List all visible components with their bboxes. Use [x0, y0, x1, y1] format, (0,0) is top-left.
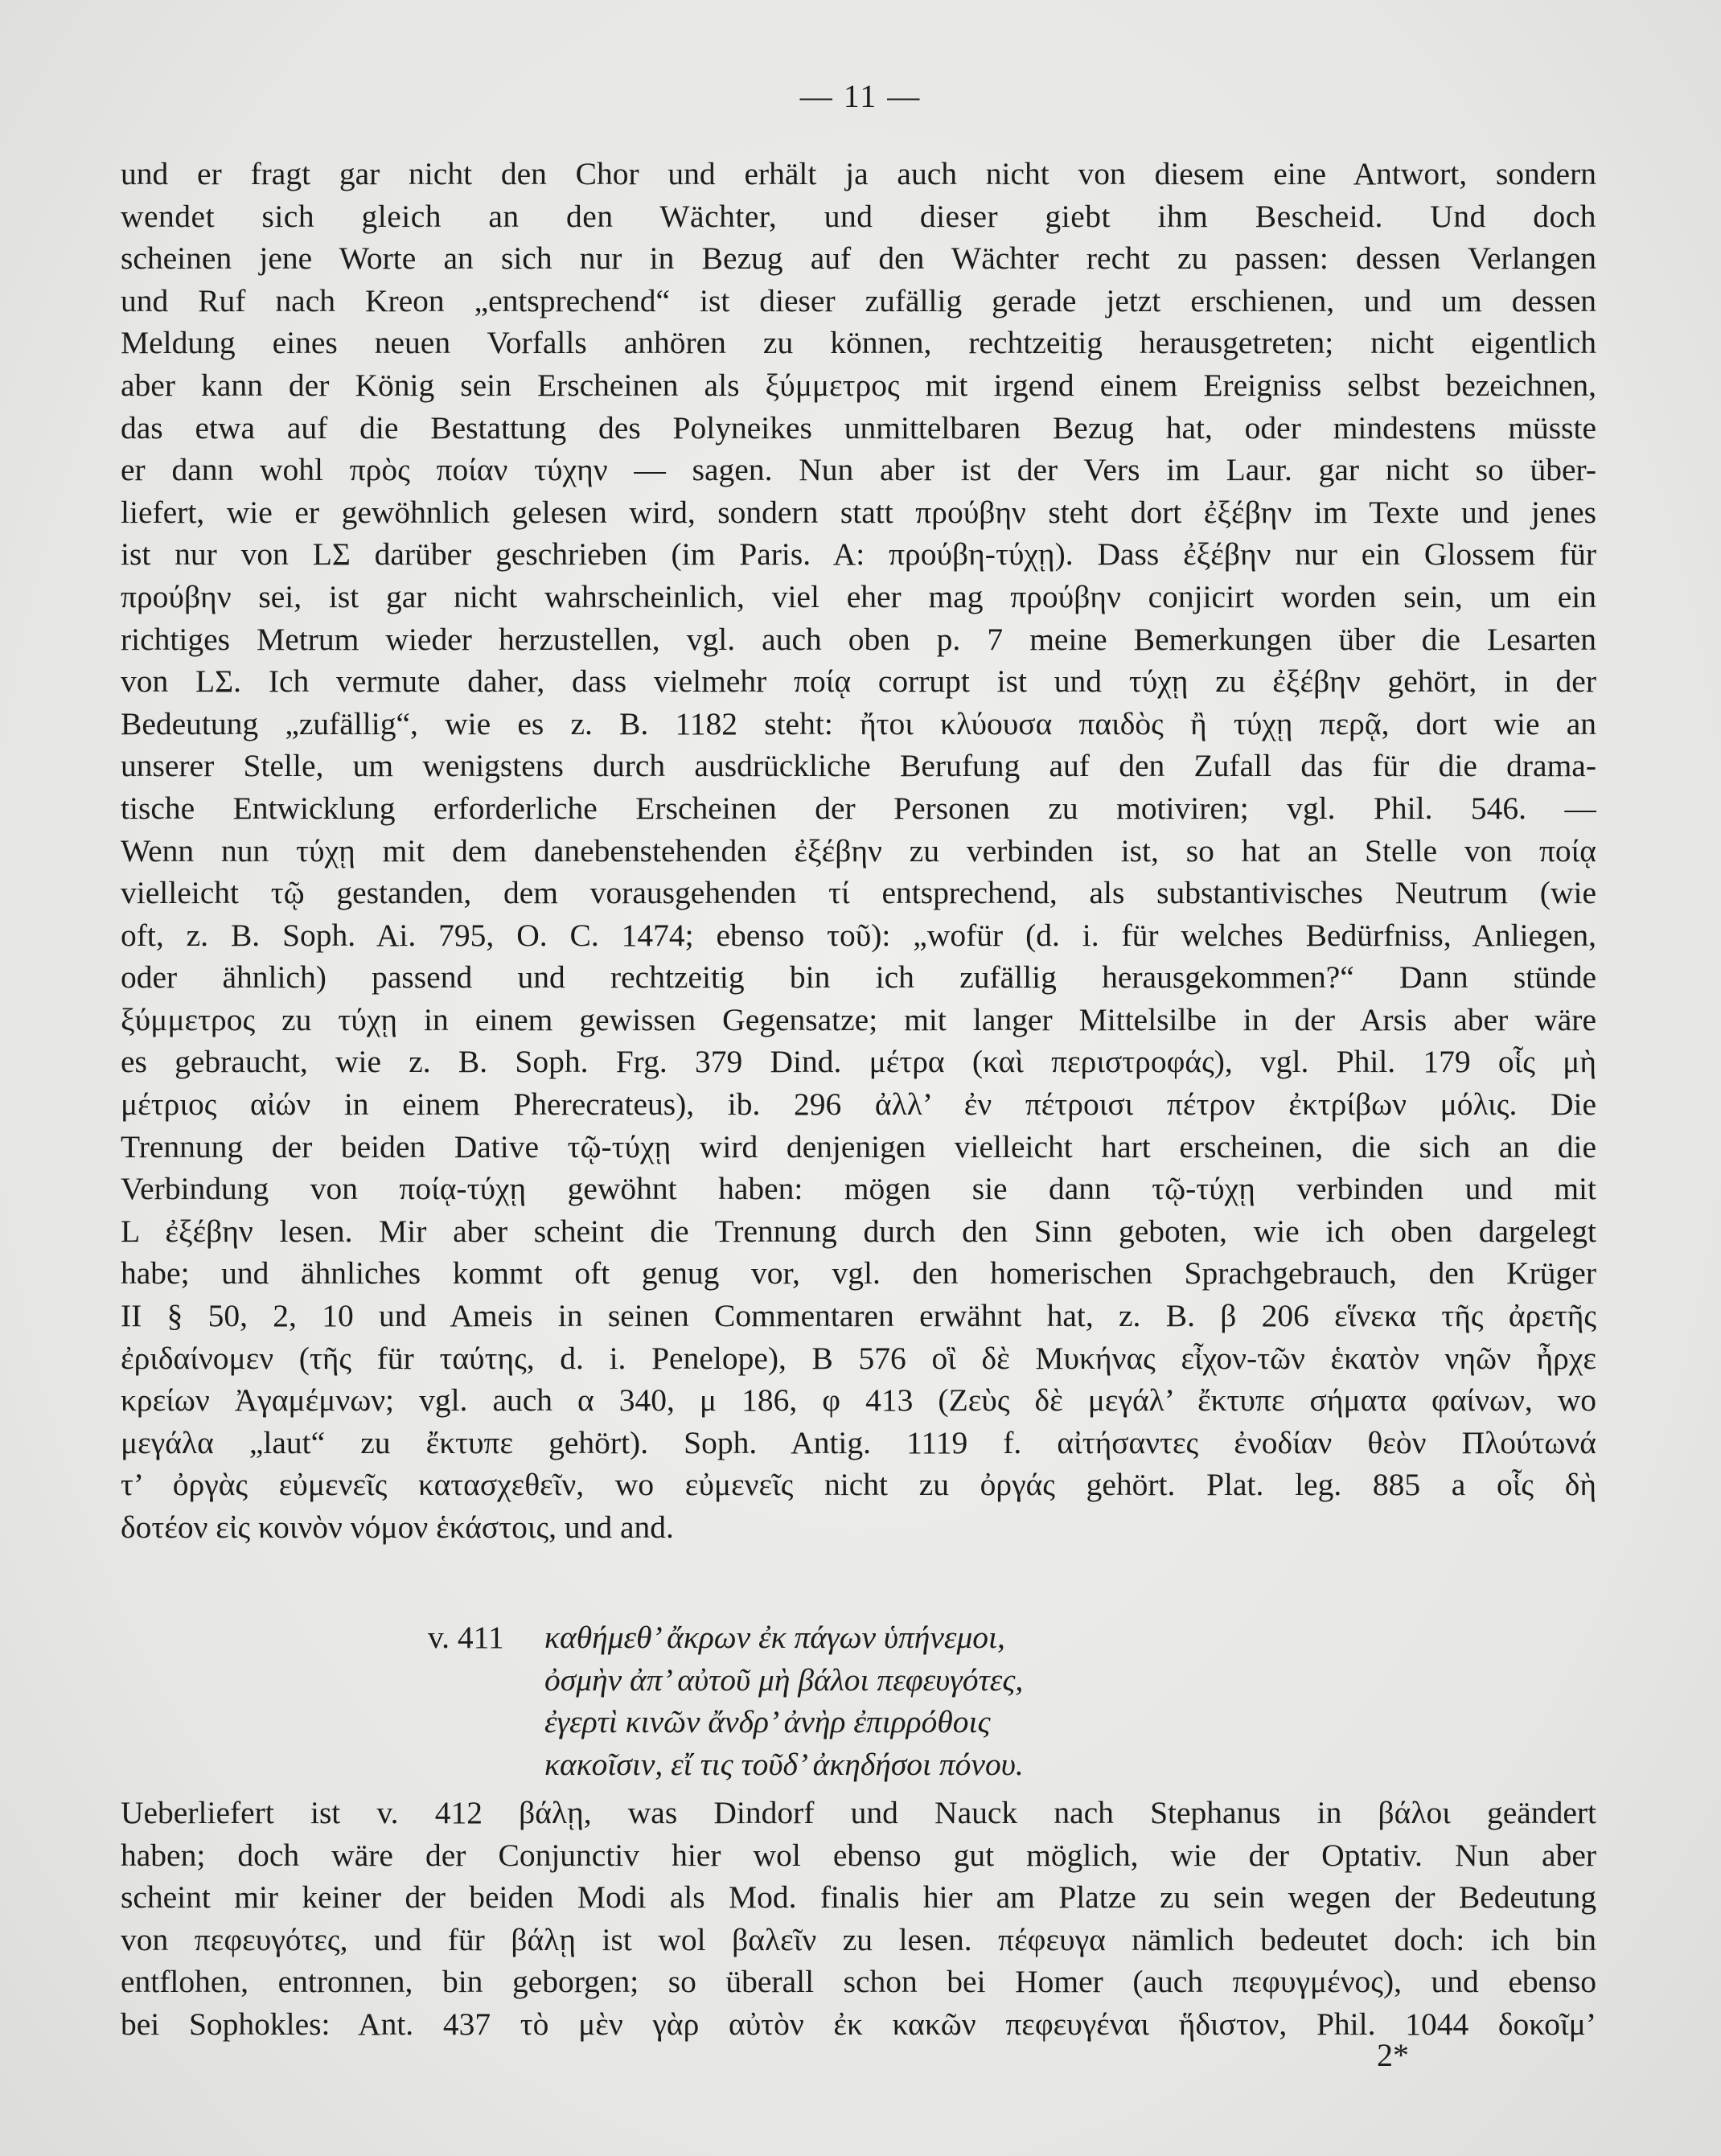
- text-line: δοτέον εἰς κοινὸν νόμον ἑκάστοις, und and.: [121, 1509, 674, 1545]
- text-line: scheinen jene Worte an sich nur in Bezug auf den Wächter recht zu passen: dessen Verlangen: [121, 240, 1596, 277]
- text-line: oder ähnlich) passend und rechtzeitig bin ich zufällig herausgekommen?“ Dann stünde: [121, 959, 1596, 996]
- text-line: es gebraucht, wie z. B. Soph. Frg. 379 Dind. μέτρα (καὶ περιστροφάς), vgl. Phil. 179 οἷς μὴ: [121, 1044, 1596, 1080]
- verse-line: καθήμεθ’ ἄκρων ἐκ πάγων ὑπήνεμοι,: [544, 1620, 1005, 1655]
- text-line: er dann wohl πρὸς ποίαν τύχην — sagen. Nun aber ist der Vers im Laur. gar nicht so über-: [121, 452, 1596, 488]
- text-line: Verbindung von ποίᾳ-τύχῃ gewöhnt haben: mögen sie dann τῷ-τύχῃ verbinden und mit: [121, 1171, 1596, 1207]
- signature-mark: 2*: [1377, 2037, 1409, 2073]
- text-line: ξύμμετρος zu τύχῃ in einem gewissen Gegensatze; mit langer Mittelsilbe in der Arsis aber wäre: [121, 1001, 1596, 1037]
- text-line: Bedeutung „zufällig“, wie es z. B. 1182 steht: ἤτοι κλύουσα παιδὸς ἢ τύχῃ περᾷ, dort wie an: [121, 705, 1596, 741]
- text-line: das etwa auf die Bestattung des Polyneikes unmittelbaren Bezug hat, oder mindestens müsste: [121, 409, 1596, 446]
- text-line: bei Sophokles: Ant. 437 τὸ μὲν γὰρ αὐτὸν ἐκ κακῶν πεφευγέναι ἥδιστον, Phil. 1044 δοκοῖμ’: [121, 2006, 1596, 2042]
- text-line: wendet sich gleich an den Wächter, und dieser giebt ihm Bescheid. Und doch: [121, 198, 1596, 234]
- text-line: προύβην sei, ist gar nicht wahrscheinlich, viel eher mag προύβην conjicirt worden sein, um ein: [121, 578, 1596, 614]
- verse-label: v. 411: [428, 1620, 504, 1655]
- page-number: — 11 —: [799, 78, 922, 114]
- text-line: von LΣ. Ich vermute daher, dass vielmehr ποίᾳ corrupt ist und τύχῃ zu ἐξέβην gehört, in der: [121, 663, 1596, 700]
- paragraph-1: [121, 153, 1596, 1549]
- text-line: Ueberliefert ist v. 412 βάλῃ, was Dindorf und Nauck nach Stephanus in βάλοι geändert: [121, 1795, 1596, 1830]
- text-line: ist nur von LΣ darüber geschrieben (im Paris. A: προύβη-τύχῃ). Dass ἐξέβην nur ein Glossem für: [121, 536, 1596, 573]
- text-line: entflohen, entronnen, bin geborgen; so überall schon bei Homer (auch πεφυγμένος), und ebenso: [121, 1964, 1596, 2000]
- verse-line: ἐγερτὶ κινῶν ἄνδρ’ ἀνὴρ ἐπιρρόθοις: [544, 1704, 991, 1740]
- text-line: ἐριδαίνομεν (τῆς für ταύτης, d. i. Penelope), B 576 οἳ δὲ Μυκήνας εἶχον-τῶν ἑκατὸν νηῶν ἦρχε: [121, 1340, 1596, 1376]
- verse-line: κακοῖσιν, εἴ τις τοῦδ’ ἀκηδήσοι πόνου.: [544, 1746, 1024, 1782]
- text-line: und er fragt gar nicht den Chor und erhält ja auch nicht von diesem eine Antwort, sondern: [121, 156, 1596, 191]
- text-line: Meldung eines neuen Vorfalls anhören zu können, rechtzeitig herausgetreten; nicht eigentlich: [121, 325, 1596, 361]
- text-line: haben; doch wäre der Conjunctiv hier wol ebenso gut möglich, wie der Optativ. Nun aber: [121, 1837, 1596, 1873]
- text-line: richtiges Metrum wieder herzustellen, vgl. auch oben p. 7 meine Bemerkungen über die Lesarten: [121, 621, 1596, 657]
- verse-lines: [544, 1616, 1024, 1785]
- text-line: und Ruf nach Kreon „entsprechend“ ist dieser zufällig gerade jetzt erschienen, und um dessen: [121, 282, 1596, 318]
- text-line: liefert, wie er gewöhnlich gelesen wird, sondern statt προύβην steht dort ἐξέβην im Texte und jenes: [121, 494, 1596, 530]
- text-line: oft, z. B. Soph. Ai. 795, O. C. 1474; ebenso τοῦ): „wofür (d. i. für welches Bedürfniss, Anliegen,: [121, 917, 1596, 953]
- text-line: II § 50, 2, 10 und Ameis in seinen Commentaren erwähnt hat, z. B. β 206 εἵνεκα τῆς ἀρετῆς: [121, 1298, 1596, 1334]
- text-line: habe; und ähnliches kommt oft genug vor, vgl. den homerischen Sprachgebrauch, den Krüger: [121, 1255, 1596, 1292]
- paragraph-2: [121, 1792, 1596, 2046]
- text-line: μέτριος αἰών in einem Pherecrateus), ib. 296 ἀλλ’ ἐν πέτροισι πέτρον ἐκτρίβων μόλις. Die: [121, 1086, 1596, 1123]
- text-line: L ἐξέβην lesen. Mir aber scheint die Trennung durch den Sinn geboten, wie ich oben dargelegt: [121, 1213, 1596, 1249]
- text-line: scheint mir keiner der beiden Modi als Mod. finalis hier am Platze zu sein wegen der Bedeutung: [121, 1879, 1596, 1916]
- text-line: von πεφευγότες, und für βάλῃ ist wol βαλεῖν zu lesen. πέφευγα nämlich bedeutet doch: ich bin: [121, 1921, 1596, 1957]
- text-line: tische Entwicklung erforderliche Erscheinen der Personen zu motiviren; vgl. Phil. 546. —: [121, 790, 1596, 826]
- verse-line: ὀσμὴν ἀπ’ αὐτοῦ μὴ βάλοι πεφευγότες,: [544, 1661, 1024, 1698]
- text-line: aber kann der König sein Erscheinen als ξύμμετρος mit irgend einem Ereigniss selbst bezeichnen,: [121, 367, 1596, 403]
- text-line: vielleicht τῷ gestanden, dem vorausgehenden τί entsprechend, als substantivisches Neutrum (wie: [121, 875, 1596, 911]
- text-line: Trennung der beiden Dative τῷ-τύχῃ wird denjenigen vielleicht hart erscheinen, die sich an die: [121, 1128, 1596, 1164]
- text-line: τ’ ὀργὰς εὐμενεῖς κατασχεθεῖν, wo εὐμενεῖς nicht zu ὀργάς gehört. Plat. leg. 885 a οἷς δὴ: [121, 1467, 1596, 1503]
- text-line: μεγάλα „laut“ zu ἔκτυπε gehört). Soph. Antig. 1119 f. αἰτήσαντες ἐνοδίαν θεὸν Πλούτωνά: [121, 1424, 1596, 1460]
- text-line: Wenn nun τύχῃ mit dem danebenstehenden ἐξέβην zu verbinden ist, so hat an Stelle von ποίᾳ: [121, 832, 1596, 869]
- text-line: κρείων Ἀγαμέμνων; vgl. auch α 340, μ 186, φ 413 (Ζεὺς δὲ μεγάλ’ ἔκτυπε σήματα φαίνων, wo: [121, 1382, 1596, 1419]
- text-line: unserer Stelle, um wenigstens durch ausdrückliche Berufung auf den Zufall das für die drama-: [121, 748, 1596, 784]
